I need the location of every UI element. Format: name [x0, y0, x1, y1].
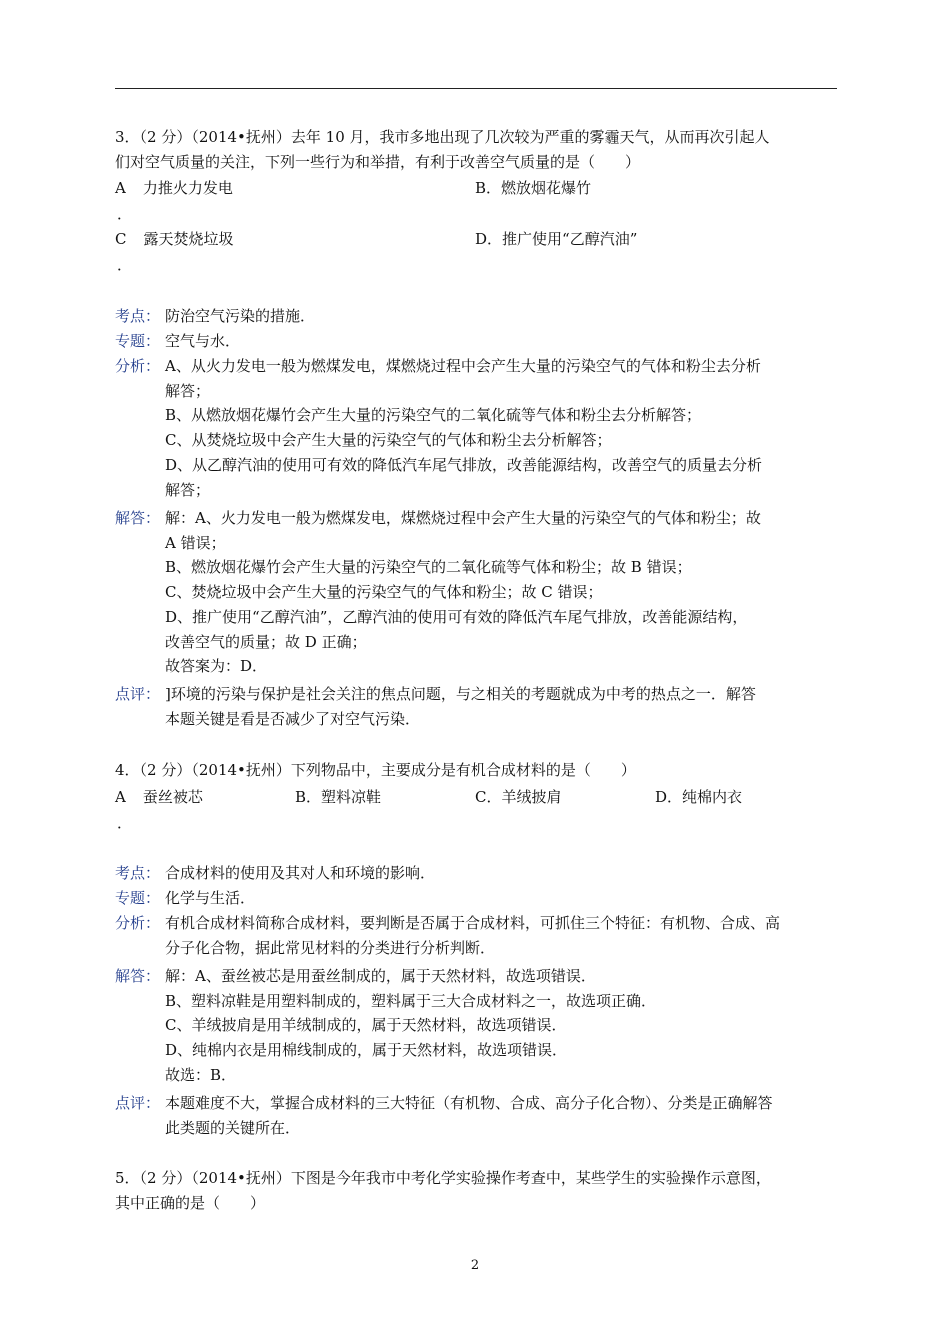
question-3-option-c — [115, 228, 234, 250]
fenxi-line: 解答； — [165, 381, 211, 400]
jieda-line: 故答案为：D． — [165, 657, 268, 676]
jieda-line: B、塑料凉鞋是用塑料制成的，塑料属于三大合成材料之一，故选项正确． — [165, 991, 657, 1010]
stem-line: 5．（2 分）（2014•抚州）下图是今年我市中考化学实验操作考查中，某些学生的实验操作示意图， — [115, 1169, 771, 1187]
question-3-option-d — [475, 228, 637, 250]
option-text: 纯棉内衣 — [682, 788, 743, 806]
dianping-line: 此类题的关键所在． — [165, 1118, 301, 1137]
jieda-line: C、焚烧垃圾中会产生大量的污染空气的气体和粉尘；故 C 错误； — [165, 583, 603, 602]
question-4-option-d — [655, 786, 742, 808]
option-letter: D． — [655, 788, 683, 806]
dianping-label: 点评： — [115, 685, 161, 703]
jieda-label: 解答： — [115, 509, 161, 527]
fenxi-line: 分子化合物，据此常见材料的分类进行分析判断． — [165, 938, 496, 957]
option-letter: D． — [475, 230, 503, 248]
stem-line: 4．（2 分）（2014•抚州）下列物品中，主要成分是有机合成材料的是（ ） — [115, 761, 636, 779]
option-text: 力推火力发电 — [142, 179, 233, 197]
option-text: 推广使用“乙醇汽油” — [502, 230, 638, 248]
fenxi-label: 分析： — [115, 357, 161, 375]
dianping-line: 本题难度不大，掌握合成材料的三大特征（有机物、合成、高分子化合物）、分类是正确解答 — [165, 1094, 773, 1112]
jieda-line: A 错误； — [165, 533, 226, 552]
kaodian-text: 防治空气污染的措施． — [165, 307, 316, 325]
kaodian-label: 考点： — [115, 864, 161, 882]
zhuanti-text: 化学与生活． — [165, 889, 256, 907]
option-dot: ． — [117, 814, 133, 832]
header-rule — [115, 88, 837, 89]
zhuanti-label: 专题： — [115, 889, 161, 907]
page-number: 2 — [470, 1258, 480, 1273]
jieda-line: B、燃放烟花爆竹会产生大量的污染空气的二氧化硫等气体和粉尘；故 B 错误； — [165, 558, 692, 577]
option-letter: C — [115, 230, 127, 248]
jieda-line: 故选：B． — [165, 1065, 237, 1084]
zhuanti-text: 空气与水． — [165, 332, 241, 350]
fenxi-label: 分析： — [115, 914, 161, 932]
question-4-stem — [115, 758, 837, 783]
question-3-option-b — [475, 177, 591, 199]
jieda-line: D、推广使用“乙醇汽油”，乙醇汽油的使用可有效的降低汽车尾气排放，改善能源结构， — [165, 607, 748, 626]
jieda-label: 解答： — [115, 967, 161, 985]
option-text: 露天焚烧垃圾 — [143, 230, 234, 248]
jieda-line: 解：A、蚕丝被芯是用蚕丝制成的，属于天然材料，故选项错误． — [165, 967, 596, 985]
option-text: 燃放烟花爆竹 — [501, 179, 592, 197]
question-5-stem — [115, 1166, 837, 1216]
option-text: 蚕丝被芯 — [142, 788, 203, 806]
jieda-line: D、纯棉内衣是用棉线制成的，属于天然材料，故选项错误． — [165, 1041, 568, 1060]
question-4-option-a — [115, 786, 203, 808]
dianping-line: 本题关键是看是否减少了对空气污染． — [165, 709, 421, 728]
dianping-line: ]环境的污染与保护是社会关注的焦点问题，与之相关的考题就成为中考的热点之一．解答 — [165, 685, 756, 703]
dianping-label: 点评： — [115, 1094, 161, 1112]
question-4-option-b — [295, 786, 381, 808]
option-dot: ． — [117, 256, 133, 274]
zhuanti-label: 专题： — [115, 332, 161, 350]
option-letter: C． — [475, 788, 502, 806]
stem-line: 3．（2 分）（2014•抚州）去年 10 月，我市多地出现了几次较为严重的雾霾天气，从而再次引起人 — [115, 128, 770, 146]
fenxi-line: 解答； — [165, 480, 211, 499]
fenxi-line: 有机合成材料简称合成材料，要判断是否属于合成材料，可抓住三个特征：有机物、合成、高 — [165, 914, 781, 932]
fenxi-line: C、从焚烧垃圾中会产生大量的污染空气的气体和粉尘去分析解答； — [165, 431, 612, 450]
fenxi-line: A、从火力发电一般为燃煤发电，煤燃烧过程中会产生大量的污染空气的气体和粉尘去分析 — [165, 357, 761, 375]
question-4-option-c — [475, 786, 562, 808]
jieda-line: 解：A、火力发电一般为燃煤发电，煤燃烧过程中会产生大量的污染空气的气体和粉尘；故 — [165, 509, 761, 527]
kaodian-text: 合成材料的使用及其对人和环境的影响． — [165, 864, 436, 882]
jieda-line: C、羊绒披肩是用羊绒制成的，属于天然材料，故选项错误． — [165, 1016, 567, 1035]
option-letter: A — [115, 179, 126, 197]
option-letter: A — [115, 788, 126, 806]
jieda-line: 改善空气的质量；故 D 正确； — [165, 632, 367, 651]
kaodian-label: 考点： — [115, 307, 161, 325]
stem-line: 其中正确的是（ ） — [115, 1194, 266, 1212]
option-text: 塑料凉鞋 — [321, 788, 382, 806]
question-3-option-a — [115, 177, 233, 199]
option-dot: ． — [117, 205, 133, 223]
option-text: 羊绒披肩 — [501, 788, 562, 806]
fenxi-line: D、从乙醇汽油的使用可有效的降低汽车尾气排放，改善能源结构，改善空气的质量去分析 — [165, 455, 763, 474]
stem-line: 们对空气质量的关注，下列一些行为和举措，有利于改善空气质量的是（ ） — [115, 153, 641, 171]
option-letter: B． — [295, 788, 322, 806]
fenxi-line: B、从燃放烟花爆竹会产生大量的污染空气的二氧化硫等气体和粉尘去分析解答； — [165, 406, 702, 425]
option-letter: B． — [475, 179, 502, 197]
question-3-stem — [115, 125, 837, 175]
